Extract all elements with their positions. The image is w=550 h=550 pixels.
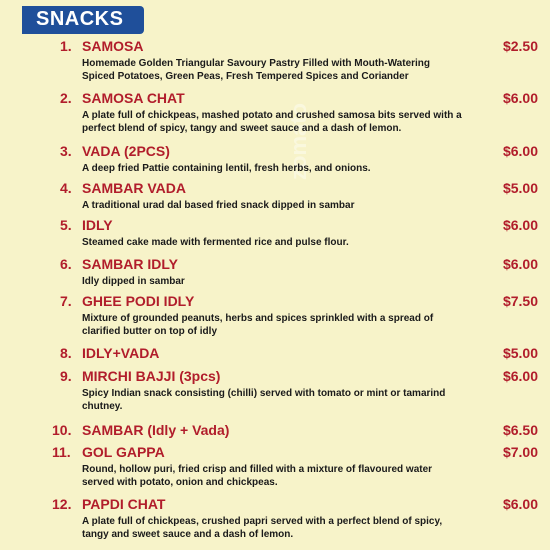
menu-item <box>0 180 550 217</box>
item-number: 11. <box>52 444 71 460</box>
item-number: 8. <box>60 345 72 361</box>
item-number: 4. <box>60 180 72 196</box>
item-description: A plate full of chickpeas, mashed potato and crushed samosa bits served with a perfect blend of spicy, tangy and sweet sauce and a dash of lemon. <box>82 110 462 134</box>
item-price: $6.00 <box>502 256 538 272</box>
item-description: A plate full of chickpeas, crushed papri served with a perfect blend of spicy, tangy and sweet sauce and a dash of lemon. <box>82 516 443 540</box>
item-name: PAPDI CHAT <box>82 496 166 512</box>
item-price: $7.00 <box>502 444 538 460</box>
menu-item <box>0 345 550 368</box>
item-price: $7.50 <box>502 293 538 309</box>
menu-item <box>0 496 550 546</box>
item-description: A traditional urad dal based fried snack dipped in sambar <box>82 200 355 211</box>
menu-item <box>0 368 550 422</box>
section-header <box>22 6 144 34</box>
item-name: IDLY <box>82 217 113 233</box>
item-name: IDLY+VADA <box>82 345 160 361</box>
item-number: 5. <box>60 217 72 233</box>
item-name: SAMOSA <box>82 38 144 54</box>
item-price: $6.00 <box>502 217 538 233</box>
menu-item <box>0 143 550 180</box>
item-name: GOL GAPPA <box>82 444 165 460</box>
item-name: VADA (2PCS) <box>82 143 170 159</box>
item-price: $6.00 <box>502 496 538 512</box>
item-number: 12. <box>52 496 72 512</box>
item-number: 1. <box>60 38 72 54</box>
menu-item <box>0 90 550 143</box>
item-price: $6.50 <box>502 422 538 438</box>
item-number: 9. <box>60 368 72 384</box>
item-description: A deep fried Pattie containing lentil, fresh herbs, and onions. <box>82 163 371 174</box>
item-name: SAMBAR VADA <box>82 180 186 196</box>
item-price: $5.00 <box>502 345 538 361</box>
item-name: GHEE PODI IDLY <box>82 293 195 309</box>
menu-item <box>0 38 550 90</box>
item-number: 6. <box>60 256 72 272</box>
item-description: Steamed cake made with fermented rice and pulse flour. <box>82 237 349 248</box>
item-description: Spicy Indian snack consisting (chilli) served with tomato or mint or tamarind chutney. <box>82 388 446 412</box>
item-price: $6.00 <box>502 90 538 106</box>
item-name: SAMBAR (Idly + Vada) <box>82 422 230 438</box>
menu-item <box>0 217 550 256</box>
item-number: 3. <box>60 143 72 159</box>
item-description: Mixture of grounded peanuts, herbs and spices sprinkled with a spread of clarified butter on top of idly <box>82 313 434 337</box>
section-title: SNACKS <box>36 8 124 30</box>
item-price: $5.00 <box>502 180 538 196</box>
menu-item <box>0 293 550 345</box>
menu-item <box>0 444 550 496</box>
item-number: 2. <box>60 90 72 106</box>
item-number: 10. <box>52 422 72 438</box>
item-description: Idly dipped in sambar <box>82 276 185 287</box>
item-name: MIRCHI BAJJI (3pcs) <box>82 368 221 384</box>
item-price: $2.50 <box>502 38 538 54</box>
item-price: $6.00 <box>502 143 538 159</box>
item-number: 7. <box>60 293 72 309</box>
item-description: Round, hollow puri, fried crisp and filled with a mixture of flavoured water served with potato, onion and chickpeas. <box>82 464 433 488</box>
menu-item <box>0 422 550 444</box>
item-price: $6.00 <box>502 368 538 384</box>
item-name: SAMOSA CHAT <box>82 90 185 106</box>
item-description: Homemade Golden Triangular Savoury Pastry Filled with Mouth-Watering Spiced Potatoes, Green Peas, Fresh Tempered Spices and Coriander <box>82 58 431 82</box>
menu-item <box>0 256 550 293</box>
menu-list <box>0 38 550 546</box>
watermark: zomato <box>286 103 311 180</box>
item-name: SAMBAR IDLY <box>82 256 178 272</box>
